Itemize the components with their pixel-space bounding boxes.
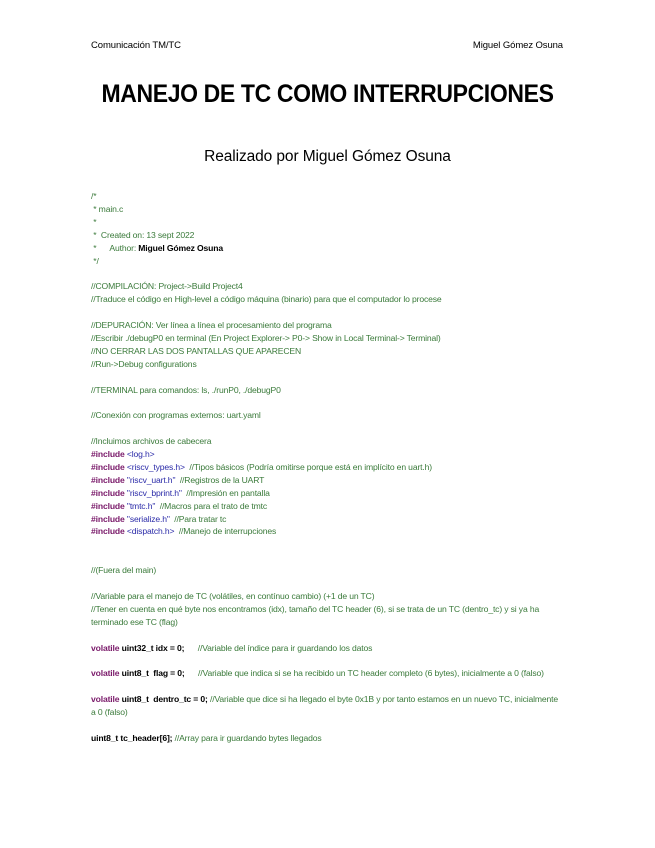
include-line: [91, 487, 561, 500]
include-line: [91, 461, 561, 474]
code-comment-line: //Conexión con programas externos: uart.yaml: [91, 410, 261, 421]
blank-line: [91, 267, 561, 280]
include-line: [91, 474, 561, 487]
include-line: [91, 448, 561, 461]
include-comment: //Manejo de interrupciones: [174, 526, 277, 537]
include-keyword: #include: [91, 513, 125, 524]
include-line: [91, 500, 561, 513]
include-file: <dispatch.h>: [126, 526, 175, 537]
blank-line: [91, 577, 561, 590]
code-comment-line: */: [91, 255, 99, 266]
include-line: [91, 513, 561, 526]
declaration-comment: //Variable del índice para ir guardando los datos: [184, 642, 373, 653]
include-comment: //Para tratar tc: [169, 513, 227, 524]
include-keyword: #include: [91, 461, 125, 472]
code-comment-line: *: [91, 216, 97, 227]
code-comment-line: //Run->Debug configurations: [91, 358, 197, 369]
declaration-code: uint8_t flag = 0;: [119, 668, 185, 679]
include-file: "serialize.h": [126, 513, 170, 524]
blank-line: [91, 422, 561, 435]
volatile-keyword: volatile: [91, 642, 120, 653]
code-comment-line: //Incluimos archivos de cabecera: [91, 436, 212, 447]
include-keyword: #include: [91, 487, 125, 498]
include-keyword: #include: [91, 449, 125, 460]
author-label: * Author:: [91, 242, 139, 253]
blank-line: [91, 629, 561, 642]
code-comment-line: //Traduce el código en High-level a código máquina (binario) para que el computador lo procese: [91, 294, 442, 305]
author-name: Miguel Gómez Osuna: [138, 242, 223, 253]
declaration-flag: [91, 667, 561, 680]
code-comment-line: /*: [91, 191, 97, 201]
declaration-dentro-tc: [91, 693, 561, 719]
code-comment-line: //Variable para el manejo de TC (volátiles, en contínuo cambio) (+1 de un TC): [91, 590, 375, 601]
include-keyword: #include: [91, 500, 125, 511]
code-comment-line: //(Fuera del main): [91, 565, 157, 576]
blank-line: [91, 538, 561, 551]
blank-line: [91, 719, 561, 732]
blank-line: [91, 680, 561, 693]
blank-line: [91, 654, 561, 667]
declaration-code: uint32_t idx = 0;: [119, 642, 185, 653]
declaration-comment: //Variable que indica si se ha recibido un TC header completo (6 bytes), inicialmente a 0 (falso): [184, 668, 544, 679]
include-file: "riscv_bprint.h": [126, 487, 182, 498]
declaration-code: uint8_t tc_header[6];: [91, 732, 173, 743]
header-left: Comunicación TM/TC: [91, 40, 181, 51]
code-comment-line: //TERMINAL para comandos: ls, ./runP0, ./debugP0: [91, 384, 281, 395]
include-keyword: #include: [91, 474, 125, 485]
code-comment-line: //COMPILACIÓN: Project->Build Project4: [91, 281, 243, 292]
volatile-keyword: volatile: [91, 694, 120, 705]
include-file: "tmtc.h": [126, 500, 156, 511]
declaration-comment: //Array para ir guardando bytes llegados: [172, 732, 322, 743]
blank-line: [91, 306, 561, 319]
code-comment-line: //Tener en cuenta en qué byte nos encontramos (idx), tamaño del TC header (6), si se trata de un TC (dentro_tc) y si ya ha terminado ese TC (flag): [91, 603, 542, 627]
blank-line: [91, 551, 561, 564]
code-comment-line: * main.c: [91, 203, 124, 214]
include-file: <log.h>: [126, 449, 155, 460]
include-comment: //Tipos básicos (Podría omitirse porque está en implícito en uart.h): [184, 461, 432, 472]
code-comment-line: * Created on: 13 sept 2022: [91, 229, 195, 240]
declaration-tc-header: [91, 732, 561, 745]
declaration-comment: //Variable que dice si ha llegado el byte 0x1B y por tanto estamos en un nuevo TC, inicialmente a 0 (falso): [91, 694, 561, 718]
header-right: Miguel Gómez Osuna: [472, 40, 563, 51]
include-keyword: #include: [91, 526, 125, 537]
page-title: MANEJO DE TC COMO INTERRUPCIONES: [101, 80, 554, 108]
include-comment: //Macros para el trato de tmtc: [155, 500, 267, 511]
declaration-idx: [91, 642, 561, 655]
code-comment-line: [91, 242, 561, 255]
include-comment: //Impresión en pantalla: [181, 487, 270, 498]
include-file: <riscv_types.h>: [126, 461, 185, 472]
include-comment: //Registros de la UART: [175, 474, 265, 485]
code-comment-line: //Escribir ./debugP0 en terminal (En Project Explorer-> P0-> Show in Local Terminal-> Terminal): [91, 332, 441, 343]
include-line: [91, 525, 561, 538]
blank-line: [91, 396, 561, 409]
blank-line: [91, 371, 561, 384]
code-comment-line: //NO CERRAR LAS DOS PANTALLAS QUE APARECEN: [91, 345, 302, 356]
page-subtitle: Realizado por Miguel Gómez Osuna: [204, 148, 451, 165]
declaration-code: uint8_t dentro_tc = 0;: [119, 694, 208, 705]
code-comment-line: //DEPURACIÓN: Ver línea a línea el procesamiento del programa: [91, 320, 332, 331]
include-file: "riscv_uart.h": [126, 474, 176, 485]
code-listing: [91, 190, 561, 745]
volatile-keyword: volatile: [91, 668, 120, 679]
